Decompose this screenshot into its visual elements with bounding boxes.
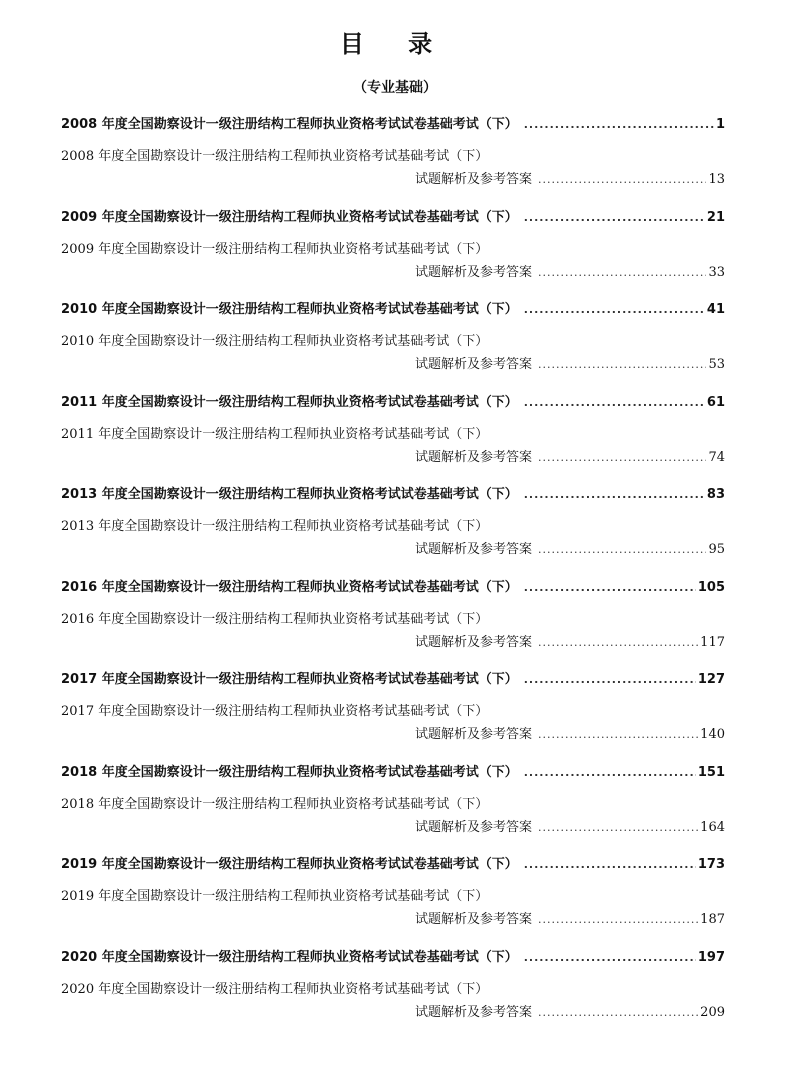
- dot-leader: [538, 541, 706, 558]
- toc-exam-title: 2008 年度全国勘察设计一级注册结构工程师执业资格考试试卷基础考试（下）: [61, 117, 518, 132]
- toc-group: [61, 856, 725, 949]
- toc-entry-answer[interactable]: [61, 888, 725, 905]
- toc-group: [61, 116, 725, 209]
- toc-exam-title: 2018 年度全国勘察设计一级注册结构工程师执业资格考试试卷基础考试（下）: [61, 764, 518, 780]
- toc-exam-page: 61: [706, 394, 725, 410]
- toc-answer-title: 2010 年度全国勘察设计一级注册结构工程师执业资格考试基础考试（下）: [61, 334, 489, 349]
- toc-exam-page: 151: [697, 764, 725, 780]
- toc-answer-page: 117: [700, 634, 725, 650]
- toc-answer-title: 2016 年度全国勘察设计一级注册结构工程师执业资格考试基础考试（下）: [61, 611, 489, 627]
- toc-entry-answer[interactable]: [61, 333, 725, 350]
- toc-group: [61, 394, 725, 487]
- toc-entry-answer[interactable]: [61, 426, 725, 443]
- dot-leader: [538, 264, 706, 281]
- toc-group: [61, 301, 725, 394]
- toc-entry-exam[interactable]: [61, 671, 725, 688]
- toc-answer-page: 74: [708, 449, 725, 465]
- toc-entry-answer-cont[interactable]: [61, 356, 725, 373]
- page-title: 目 录: [339, 30, 451, 58]
- toc-exam-title: 2013 年度全国勘察设计一级注册结构工程师执业资格考试试卷基础考试（下）: [61, 487, 518, 502]
- toc-entry-answer-cont[interactable]: [61, 726, 725, 743]
- toc-entry-answer-cont[interactable]: [61, 1004, 725, 1021]
- dot-leader: [524, 856, 696, 873]
- toc-exam-title: 2020 年度全国勘察设计一级注册结构工程师执业资格考试试卷基础考试（下）: [61, 949, 518, 965]
- toc-exam-page: 127: [697, 672, 725, 687]
- dot-leader: [524, 301, 705, 318]
- toc-answer-title: 2020 年度全国勘察设计一级注册结构工程师执业资格考试基础考试（下）: [61, 981, 489, 997]
- toc-answer-page: 53: [708, 357, 725, 372]
- dot-leader: [524, 116, 714, 133]
- toc-entry-exam[interactable]: [61, 209, 725, 226]
- table-of-contents: [61, 116, 725, 1041]
- toc-answer-page: 33: [708, 264, 725, 280]
- toc-entry-answer[interactable]: [61, 981, 725, 998]
- toc-group: [61, 764, 725, 857]
- dot-leader: [524, 579, 696, 596]
- toc-entry-answer[interactable]: [61, 611, 725, 628]
- toc-exam-page: 83: [706, 487, 725, 502]
- dot-leader: [538, 819, 698, 836]
- toc-answer-title: 2013 年度全国勘察设计一级注册结构工程师执业资格考试基础考试（下）: [61, 519, 489, 534]
- toc-entry-answer[interactable]: [61, 703, 725, 720]
- toc-exam-title: 2011 年度全国勘察设计一级注册结构工程师执业资格考试试卷基础考试（下）: [61, 394, 518, 410]
- toc-answer-page: 187: [700, 912, 725, 927]
- toc-entry-exam[interactable]: [61, 486, 725, 503]
- toc-group: [61, 949, 725, 1042]
- toc-entry-exam[interactable]: [61, 579, 725, 596]
- toc-entry-exam[interactable]: [61, 116, 725, 133]
- toc-answer-page: 13: [708, 172, 725, 187]
- toc-entry-exam[interactable]: [61, 856, 725, 873]
- toc-group: [61, 579, 725, 672]
- toc-entry-answer[interactable]: [61, 148, 725, 165]
- toc-answer-title: 2011 年度全国勘察设计一级注册结构工程师执业资格考试基础考试（下）: [61, 426, 489, 442]
- toc-entry-answer-cont[interactable]: [61, 911, 725, 928]
- dot-leader: [538, 356, 706, 373]
- toc-answer-subtitle: 试题解析及参考答案: [415, 727, 533, 742]
- toc-answer-subtitle: 试题解析及参考答案: [415, 1004, 533, 1020]
- toc-exam-page: 41: [706, 302, 725, 317]
- page-subtitle: （专业基础）: [353, 80, 437, 96]
- toc-answer-page: 95: [708, 542, 725, 557]
- dot-leader: [524, 209, 705, 226]
- toc-exam-title: 2010 年度全国勘察设计一级注册结构工程师执业资格考试试卷基础考试（下）: [61, 302, 518, 317]
- toc-answer-subtitle: 试题解析及参考答案: [415, 634, 533, 650]
- dot-leader: [538, 1004, 698, 1021]
- dot-leader: [524, 486, 705, 503]
- toc-group: [61, 209, 725, 302]
- toc-answer-title: 2009 年度全国勘察设计一级注册结构工程师执业资格考试基础考试（下）: [61, 241, 489, 257]
- toc-entry-answer-cont[interactable]: [61, 634, 725, 651]
- toc-answer-page: 164: [700, 819, 725, 835]
- toc-exam-title: 2009 年度全国勘察设计一级注册结构工程师执业资格考试试卷基础考试（下）: [61, 209, 518, 225]
- dot-leader: [538, 449, 706, 466]
- toc-entry-exam[interactable]: [61, 394, 725, 411]
- toc-answer-page: 140: [700, 727, 725, 742]
- toc-entry-exam[interactable]: [61, 764, 725, 781]
- toc-answer-title: 2017 年度全国勘察设计一级注册结构工程师执业资格考试基础考试（下）: [61, 704, 489, 719]
- toc-entry-answer[interactable]: [61, 241, 725, 258]
- toc-group: [61, 486, 725, 579]
- toc-exam-page: 1: [715, 117, 725, 132]
- dot-leader: [538, 726, 698, 743]
- toc-entry-answer[interactable]: [61, 518, 725, 535]
- toc-entry-answer-cont[interactable]: [61, 541, 725, 558]
- toc-entry-exam[interactable]: [61, 949, 725, 966]
- dot-leader: [538, 911, 698, 928]
- toc-exam-title: 2019 年度全国勘察设计一级注册结构工程师执业资格考试试卷基础考试（下）: [61, 857, 518, 872]
- toc-entry-answer-cont[interactable]: [61, 819, 725, 836]
- dot-leader: [524, 764, 696, 781]
- toc-exam-title: 2017 年度全国勘察设计一级注册结构工程师执业资格考试试卷基础考试（下）: [61, 672, 518, 687]
- toc-answer-subtitle: 试题解析及参考答案: [415, 357, 533, 372]
- toc-answer-page: 209: [700, 1004, 725, 1020]
- toc-exam-title: 2016 年度全国勘察设计一级注册结构工程师执业资格考试试卷基础考试（下）: [61, 579, 518, 595]
- toc-answer-subtitle: 试题解析及参考答案: [415, 819, 533, 835]
- dot-leader: [538, 634, 698, 651]
- toc-answer-title: 2019 年度全国勘察设计一级注册结构工程师执业资格考试基础考试（下）: [61, 889, 489, 904]
- toc-entry-exam[interactable]: [61, 301, 725, 318]
- toc-exam-page: 21: [706, 209, 725, 225]
- toc-answer-subtitle: 试题解析及参考答案: [415, 542, 533, 557]
- toc-exam-page: 197: [697, 949, 725, 965]
- toc-entry-answer-cont[interactable]: [61, 171, 725, 188]
- toc-entry-answer[interactable]: [61, 796, 725, 813]
- dot-leader: [524, 394, 705, 411]
- dot-leader: [538, 171, 706, 188]
- toc-exam-page: 105: [697, 579, 725, 595]
- dot-leader: [524, 671, 696, 688]
- toc-group: [61, 671, 725, 764]
- dot-leader: [524, 949, 696, 966]
- toc-exam-page: 173: [697, 857, 725, 872]
- toc-answer-subtitle: 试题解析及参考答案: [415, 172, 533, 187]
- toc-answer-subtitle: 试题解析及参考答案: [415, 912, 533, 927]
- toc-answer-title: 2008 年度全国勘察设计一级注册结构工程师执业资格考试基础考试（下）: [61, 149, 489, 164]
- toc-answer-subtitle: 试题解析及参考答案: [415, 264, 533, 280]
- toc-answer-title: 2018 年度全国勘察设计一级注册结构工程师执业资格考试基础考试（下）: [61, 796, 489, 812]
- toc-entry-answer-cont[interactable]: [61, 449, 725, 466]
- toc-answer-subtitle: 试题解析及参考答案: [415, 449, 533, 465]
- toc-entry-answer-cont[interactable]: [61, 264, 725, 281]
